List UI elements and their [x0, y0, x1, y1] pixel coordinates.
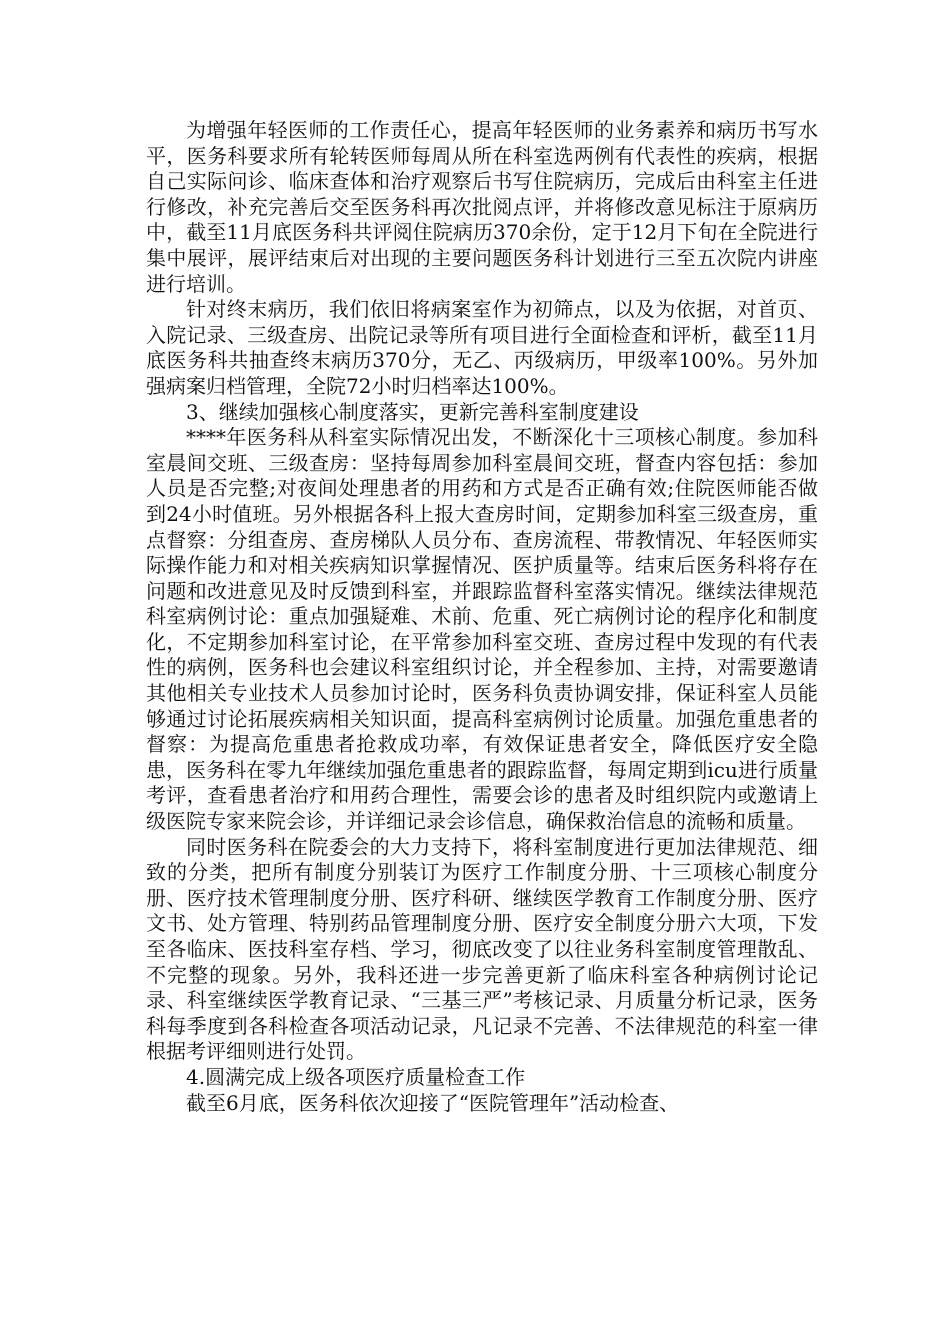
section-heading-quality-inspection: 4.圆满完成上级各项医疗质量检查工作	[186, 1064, 526, 1089]
section-heading-core-systems: 3、继续加强核心制度落实，更新完善科室制度建设	[186, 399, 639, 424]
paragraph-terminal-records: 针对终末病历，我们依旧将病案室作为初筛点，以及为依据，对首页、入院记录、三级查房、出院记录等所有项目进行全面检查和评析，截至11月底医务科共抽查终末病历370分，无乙、丙级病历，甲级率100%。另外加强病案归档管理，全院72小时归档率达100%。	[146, 297, 818, 398]
document-body	[146, 118, 818, 1116]
paragraph-resident-records: 为增强年轻医师的工作责任心，提高年轻医师的业务素养和病历书写水平，医务科要求所有轮转医师每周从所在科室选两例有代表性的疾病，根据自己实际问诊、临床查体和治疗观察后书写住院病历，完成后由科室主任进行修改，补充完善后交至医务科再次批阅点评，并将修改意见标注于原病历中，截至11月底医务科共评阅住院病历370余份，定于12月下旬在全院进行集中展评，展评结束后对出现的主要问题医务科计划进行三至五次院内讲座进行培训。	[146, 118, 818, 296]
paragraph-quality-inspection: 截至6月底，医务科依次迎接了“医院管理年”活动检查、	[186, 1090, 680, 1115]
paragraph-system-regulations: 同时医务科在院委会的大力支持下，将科室制度进行更加法律规范、细致的分类，把所有制度分别装订为医疗工作制度分册、十三项核心制度分册、医疗技术管理制度分册、医疗科研、继续医学教育工作制度分册、医疗文书、处方管理、特别药品管理制度分册、医疗安全制度分册六大项，下发至各临床、医技科室存档、学习，彻底改变了以往业务科室制度管理散乱、不完整的现象。另外，我科还进一步完善更新了临床科室各种病例讨论记录、科室继续医学教育记录、“三基三严”考核记录、月质量分析记录，医务科每季度到各科检查各项活动记录，凡记录不完善、不法律规范的科室一律根据考评细则进行处罚。	[146, 834, 818, 1064]
paragraph-core-systems: ****年医务科从科室实际情况出发，不断深化十三项核心制度。参加科室晨间交班、三级查房：坚持每周参加科室晨间交班，督查内容包括：参加人员是否完整;对夜间处理患者的用药和方式是否正确有效;住院医师能否做到24小时值班。另外根据各科上报大查房时间，定期参加科室三级查房，重点督察：分组查房、查房梯队人员分布、查房流程、带教情况、年轻医师实际操作能力和对相关疾病知识掌握情况、医护质量等。结束后医务科将存在问题和改进意见及时反馈到科室，并跟踪监督科室落实情况。继续法律规范科室病例讨论：重点加强疑难、术前、危重、死亡病例讨论的程序化和制度化，不定期参加科室讨论，在平常参加科室交班、查房过程中发现的有代表性的病例，医务科也会建议科室组织讨论，并全程参加、主持，对需要邀请其他相关专业技术人员参加讨论时，医务科负责协调安排，保证科室人员能够通过讨论拓展疾病相关知识面，提高科室病例讨论质量。加强危重患者的督察：为提高危重患者抢救成功率，有效保证患者安全，降低医疗安全隐患，医务科在零九年继续加强危重患者的跟踪监督，每周定期到icu进行质量考评，查看患者治疗和用药合理性，需要会诊的患者及时组织院内或邀请上级医院专家来院会诊，并详细记录会诊信息，确保救治信息的流畅和质量。	[146, 425, 818, 834]
